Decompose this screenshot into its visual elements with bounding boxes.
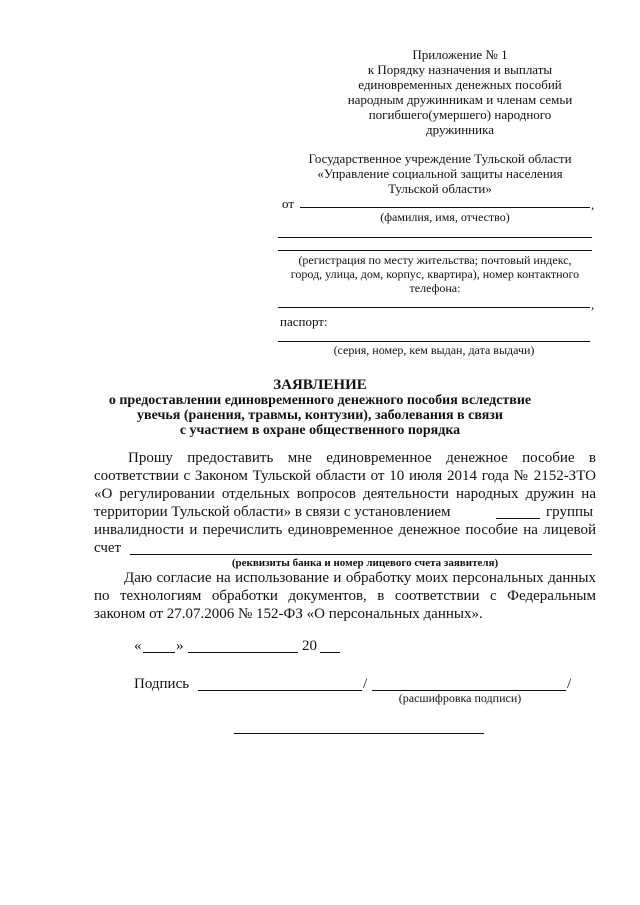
group-word: группы — [546, 504, 594, 520]
appendix-line: Приложение № 1 — [412, 47, 508, 62]
year-prefix: 20 — [302, 638, 317, 654]
appendix-line: единовременных денежных пособий — [358, 77, 562, 92]
subtitle-line: с участием в охране общественного порядка — [179, 423, 461, 438]
addressee-line: Государственное учреждение Тульской области — [308, 151, 572, 166]
signature-label: Подпись — [134, 676, 190, 692]
request-line: «О регулировании отдельных вопросов деятельности народных дружин на — [94, 486, 596, 502]
from-label: от — [282, 196, 295, 211]
year-field[interactable] — [320, 652, 340, 653]
passport-caption: (серия, номер, кем выдан, дата выдачи) — [333, 343, 535, 357]
passport-label: паспорт: — [280, 314, 328, 329]
disability-line — [94, 503, 596, 521]
date-open-quote: « — [134, 638, 142, 654]
passport-field[interactable] — [278, 341, 590, 342]
appendix-line: к Порядку назначения и выплаты — [367, 62, 553, 77]
document-subtitle — [100, 393, 540, 438]
signature-caption: (расшифровка подписи) — [398, 691, 522, 705]
address-caption-line: город, улица, дом, корпус, квартира), номер контактного — [290, 267, 580, 281]
date-row — [134, 638, 364, 658]
appendix-line: погибшего(умершего) народного — [368, 107, 552, 122]
request-text: территории Тульской области» в связи с установлением — [94, 504, 451, 520]
addressee-line: «Управление социальной защиты населения — [317, 166, 563, 181]
address-caption-line: (регистрация по месту жительства; почтовый индекс, — [298, 253, 572, 267]
month-field[interactable] — [188, 652, 298, 653]
account-field[interactable] — [130, 554, 592, 555]
phone-comma: , — [591, 297, 595, 312]
signature-slash-end: / — [567, 676, 572, 692]
address-field-line-2[interactable] — [278, 250, 592, 251]
document-title: ЗАЯВЛЕНИЕ — [273, 377, 367, 393]
subtitle-line: увечья (ранения, травмы, контузии), заболевания в связи — [137, 408, 503, 423]
address-caption — [278, 253, 592, 295]
date-close-quote: » — [176, 638, 184, 654]
request-line: соответствии с Законом Тульской области от 10 июля 2014 года № 2152-ЗТО — [94, 468, 596, 484]
appendix-line: народным дружинникам и членам семьи — [347, 92, 573, 107]
address-caption-line: телефона: — [409, 281, 461, 295]
signature-slash: / — [363, 676, 368, 692]
from-name-field[interactable] — [300, 207, 590, 208]
closing-separator — [234, 733, 484, 734]
appendix-header — [345, 47, 575, 137]
addressee-line: Тульской области» — [388, 181, 492, 196]
addressee-block — [300, 151, 580, 196]
appendix-line: дружинника — [426, 122, 494, 137]
disability-group-field[interactable] — [496, 518, 540, 519]
account-caption: (реквизиты банка и номер лицевого счета заявителя) — [231, 557, 499, 569]
account-label: счет — [94, 540, 122, 556]
request-line: инвалидности и перечислить единовременное денежное пособие на лицевой — [94, 522, 596, 538]
address-field-line-1[interactable] — [278, 237, 592, 238]
day-field[interactable] — [143, 652, 175, 653]
request-paragraph — [94, 449, 596, 557]
name-caption: (фамилия, имя, отчество) — [380, 210, 510, 224]
subtitle-line: о предоставлении единовременного денежного пособия вследствие — [108, 393, 532, 408]
request-line: Прошу предоставить мне единовременное денежное пособие в — [128, 450, 596, 466]
from-comma: , — [591, 197, 595, 212]
phone-field[interactable] — [278, 307, 590, 308]
signature-field[interactable] — [198, 690, 362, 691]
account-line — [94, 539, 596, 557]
consent-paragraph: Даю согласие на использование и обработку моих персональных данных по технологиям обработки документов, в соответствии с Федеральным законом от 27.07.2006 № 152-ФЗ «О персональных данных». — [94, 570, 596, 622]
